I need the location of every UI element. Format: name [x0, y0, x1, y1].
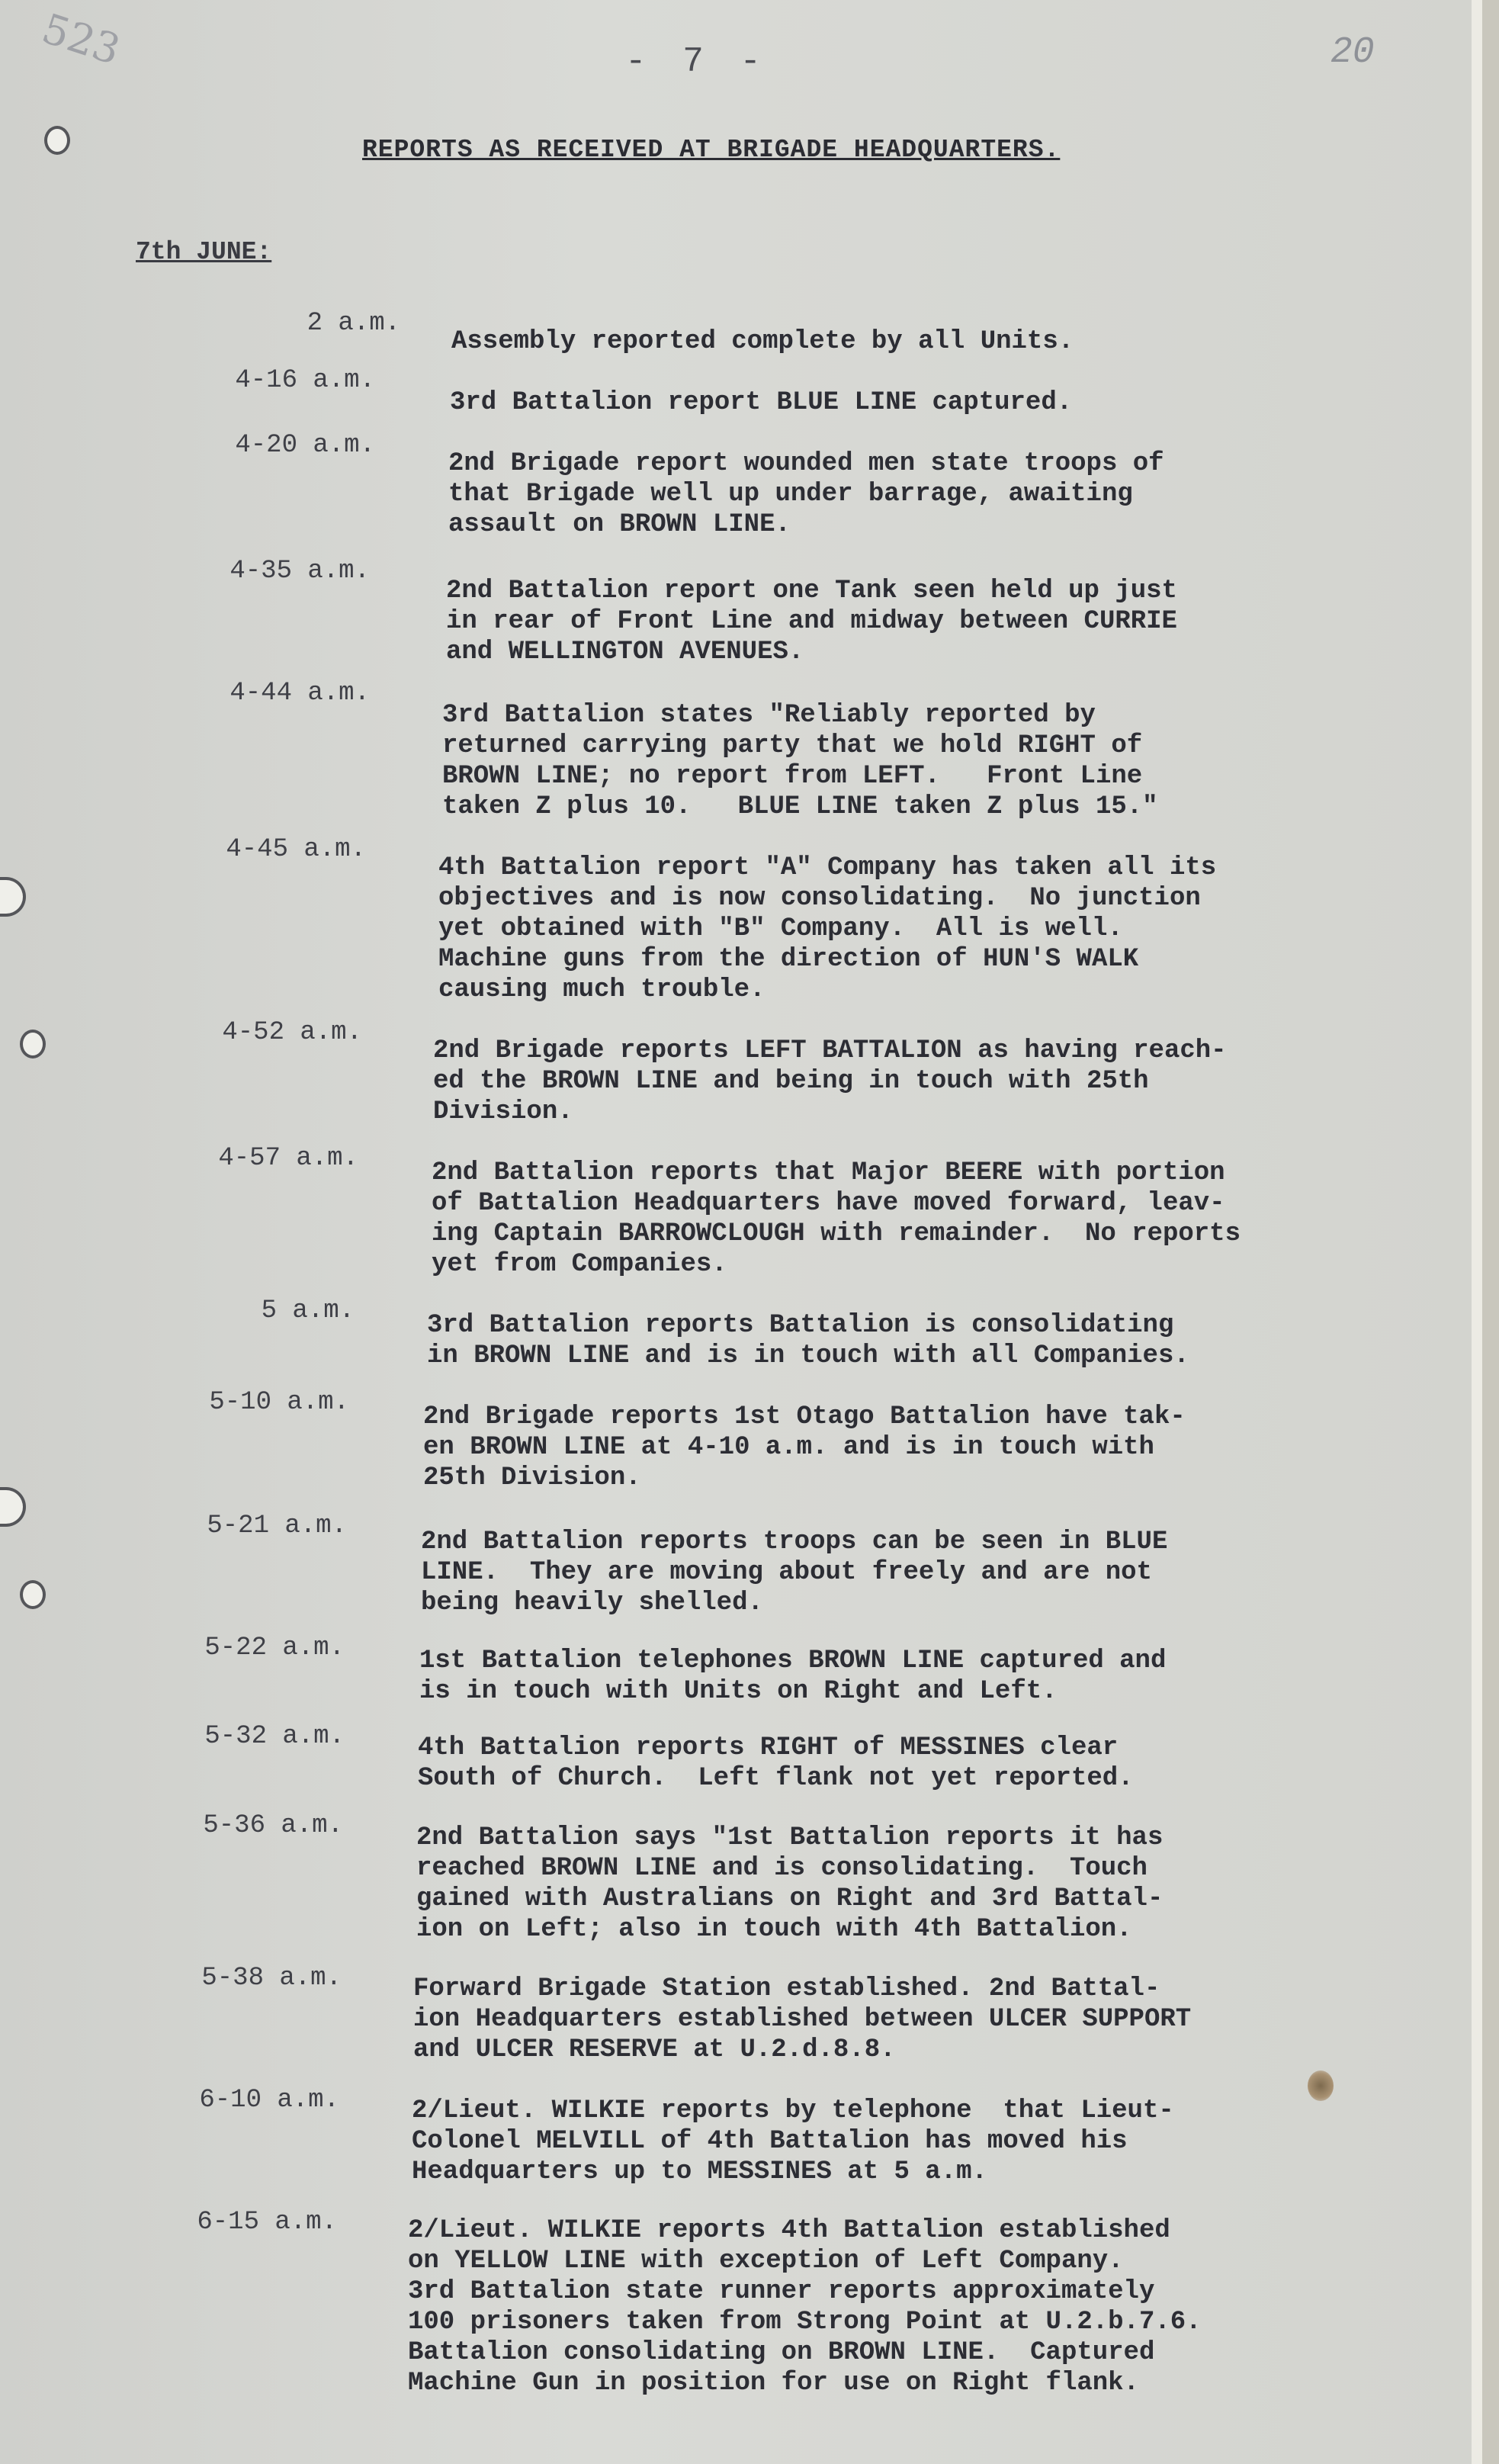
document-title: REPORTS AS RECEIVED AT BRIGADE HEADQUARTERS. [362, 136, 1061, 164]
entry-text: 1st Battalion telephones BROWN LINE captured and is in touch with Units on Right and Left. [419, 1646, 1167, 1706]
entry-time: 5 a.m. [261, 1296, 355, 1325]
entry-time: 4-52 a.m. [222, 1018, 362, 1047]
entry-time: 4-45 a.m. [226, 835, 366, 864]
entry-time: 5-22 a.m. [204, 1634, 345, 1662]
entry-text: Assembly reported complete by all Units. [451, 327, 1074, 356]
entry-text: 3rd Battalion report BLUE LINE captured. [450, 388, 1073, 417]
entry-text: 2nd Brigade report wounded men state troops of that Brigade well up under barrage, awaiting assault on BROWN LINE. [448, 449, 1164, 539]
entry-text: 4th Battalion reports RIGHT of MESSINES clear South of Church. Left flank not yet reported. [418, 1733, 1134, 1793]
entry-text: 2nd Battalion reports troops can be seen in BLUE LINE. They are moving about freely and are not being heavily shelled. [421, 1528, 1168, 1618]
ink-stain [1308, 2070, 1334, 2101]
entry-time: 5-21 a.m. [207, 1511, 347, 1540]
entry-time: 4-20 a.m. [235, 431, 375, 460]
page-number: - 7 - [625, 42, 769, 82]
entry-text: Forward Brigade Station established. 2nd Battal- ion Headquarters established between ULCER SUPPORT and ULCER RESERVE at U.2.d.8.8. [413, 1974, 1192, 2064]
folio-number: 20 [1330, 32, 1375, 73]
entry-time: 5-32 a.m. [204, 1722, 345, 1751]
entry-time: 4-35 a.m. [230, 557, 370, 586]
entry-time: 4-57 a.m. [218, 1144, 358, 1173]
entry-text: 2/Lieut. WILKIE reports by telephone that Lieut- Colonel MELVILL of 4th Battalion has moved his Headquarters up to MESSINES at 5 a.m. [412, 2096, 1174, 2186]
entry-time: 5-38 a.m. [201, 1964, 342, 1993]
page-edge [1472, 0, 1482, 2464]
entry-text: 4th Battalion report "A" Company has taken all its objectives and is now consolidating. No junction yet obtained with "B" Company. All is well. Machine guns from the direction of HUN'S WALK causing much trouble. [438, 853, 1217, 1004]
entry-time: 4-16 a.m. [235, 366, 375, 395]
date-heading: 7th JUNE: [136, 238, 272, 266]
entry-text: 2nd Battalion report one Tank seen held up just in rear of Front Line and midway between CURRIE and WELLINGTON AVENUES. [446, 577, 1177, 667]
entry-text: 2nd Battalion says "1st Battalion reports it has reached BROWN LINE and is consolidating. Touch gained with Australians on Right and 3rd Battal- ion on Left; also in touch with 4th Battalion. [416, 1823, 1164, 1944]
entry-text: 2nd Brigade reports LEFT BATTALION as having reach- ed the BROWN LINE and being in touch with 25th Division. [433, 1036, 1227, 1126]
entry-time: 2 a.m. [307, 309, 400, 338]
entry-time: 5-10 a.m. [209, 1388, 349, 1417]
entry-text: 2nd Battalion reports that Major BEERE with portion of Battalion Headquarters have moved forward, leav- ing Captain BARROWCLOUGH with remainder. No reports yet from Companies. [432, 1158, 1241, 1279]
entry-time: 4-44 a.m. [230, 679, 370, 708]
archive-number: 523 [36, 4, 127, 75]
entry-time: 6-15 a.m. [197, 2208, 337, 2237]
entry-text: 2/Lieut. WILKIE reports 4th Battalion established on YELLOW LINE with exception of Left Company. 3rd Battalion state runner reports approximately 100 prisoners taken from Strong Point at U.2.b.7.6. Battalion consolidating on BROWN LINE. Captured Machine Gun in position for use on Right flank. [408, 2216, 1202, 2398]
page-edge [1482, 0, 1499, 2464]
entry-time: 5-36 a.m. [203, 1811, 343, 1840]
entry-time: 6-10 a.m. [199, 2086, 339, 2115]
entry-text: 2nd Brigade reports 1st Otago Battalion have tak- en BROWN LINE at 4-10 a.m. and is in touch with 25th Division. [423, 1402, 1186, 1492]
entry-text: 3rd Battalion reports Battalion is consolidating in BROWN LINE and is in touch with all Companies. [427, 1311, 1189, 1370]
entry-text: 3rd Battalion states "Reliably reported by returned carrying party that we hold RIGHT of BROWN LINE; no report from LEFT. Front Line taken Z plus 10. BLUE LINE taken Z plus 15." [442, 701, 1158, 821]
